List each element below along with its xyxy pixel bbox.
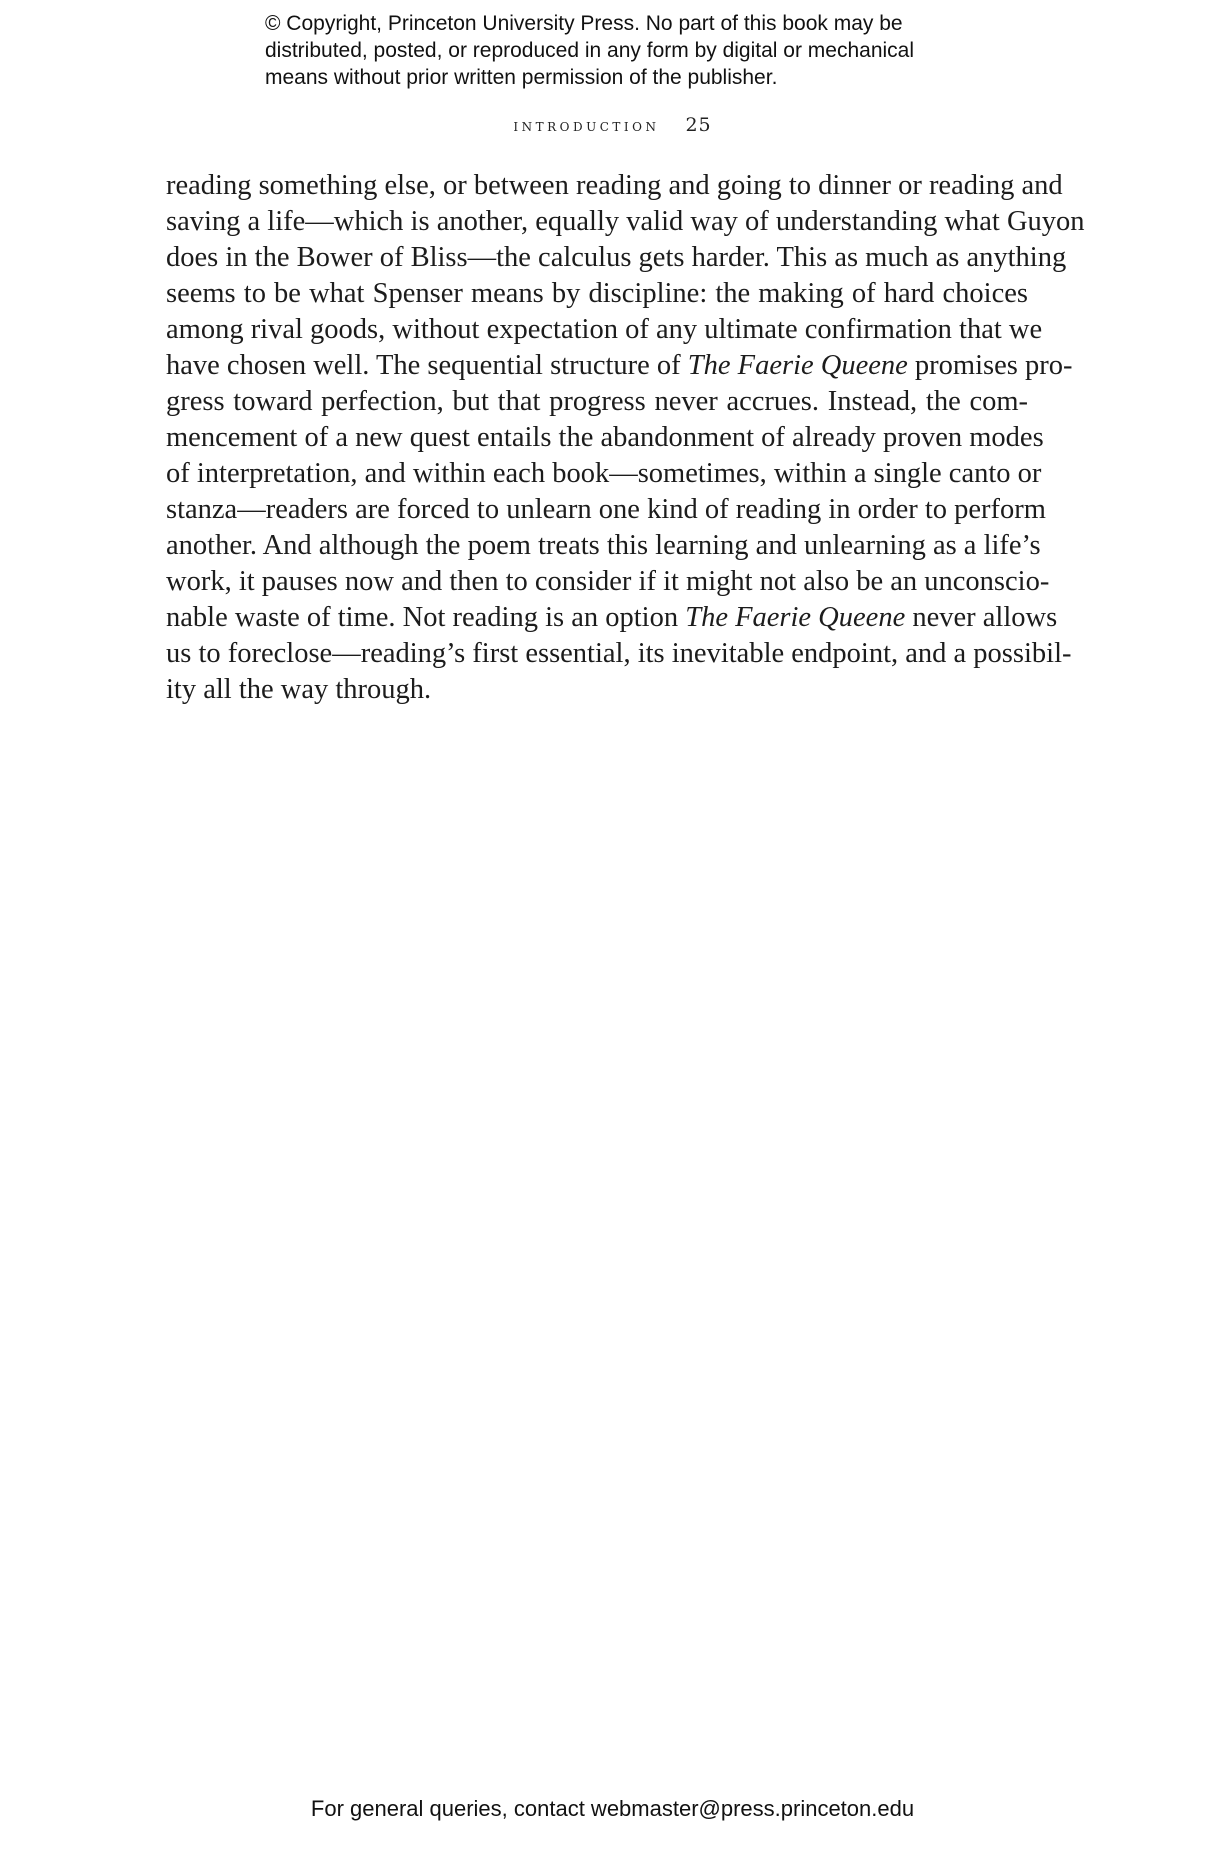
text-line: does in the Bower of Bliss—the calculus gets harder. This as much as anything [166,242,1067,273]
body-paragraph [166,168,1085,708]
running-head-title: introduction [513,116,660,136]
text-segment: promises pro- [907,350,1073,381]
footer-contact: For general queries, contact webmaster@press.princeton.edu [310,1796,915,1821]
text-line: gress toward perfection, but that progress never accrues. Instead, the com- [166,386,1028,417]
text-line [166,348,1073,384]
text-line: saving a life—which is another, equally valid way of understanding what Guyon [166,206,1085,237]
copyright-line: © Copyright, Princeton University Press. No part of this book may be [265,12,903,35]
copyright-notice [265,10,1025,91]
book-title-italic: The Faerie Queene [685,602,906,633]
running-head [0,114,1225,136]
text-line: us to foreclose—reading’s first essential, its inevitable endpoint, and a possibil- [166,638,1072,669]
text-segment: have chosen well. The sequential structure of [166,350,688,381]
text-line: seems to be what Spenser means by discipline: the making of hard choices [166,278,1028,309]
text-line: reading something else, or between reading and going to dinner or reading and [166,170,1063,201]
text-line: of interpretation, and within each book—sometimes, within a single canto or [166,458,1042,489]
text-line: stanza—readers are forced to unlearn one kind of reading in order to perform [166,494,1046,525]
copyright-line: means without prior written permission of the publisher. [265,66,778,89]
text-segment: nable waste of time. Not reading is an option [166,602,686,633]
text-line: work, it pauses now and then to consider if it might not also be an unconscio- [166,566,1050,597]
page-number: 25 [685,114,712,136]
book-title-italic: The Faerie Queene [687,350,908,381]
text-line: mencement of a new quest entails the abandonment of already proven modes [166,422,1044,453]
text-line: another. And although the poem treats this learning and unlearning as a life’s [166,530,1041,561]
text-line: among rival goods, without expectation of any ultimate confirmation that we [166,314,1043,345]
text-line [166,600,1058,636]
copyright-line: distributed, posted, or reproduced in any form by digital or mechanical [265,39,915,62]
text-line: ity all the way through. [166,674,432,705]
text-segment: never allows [905,602,1058,633]
